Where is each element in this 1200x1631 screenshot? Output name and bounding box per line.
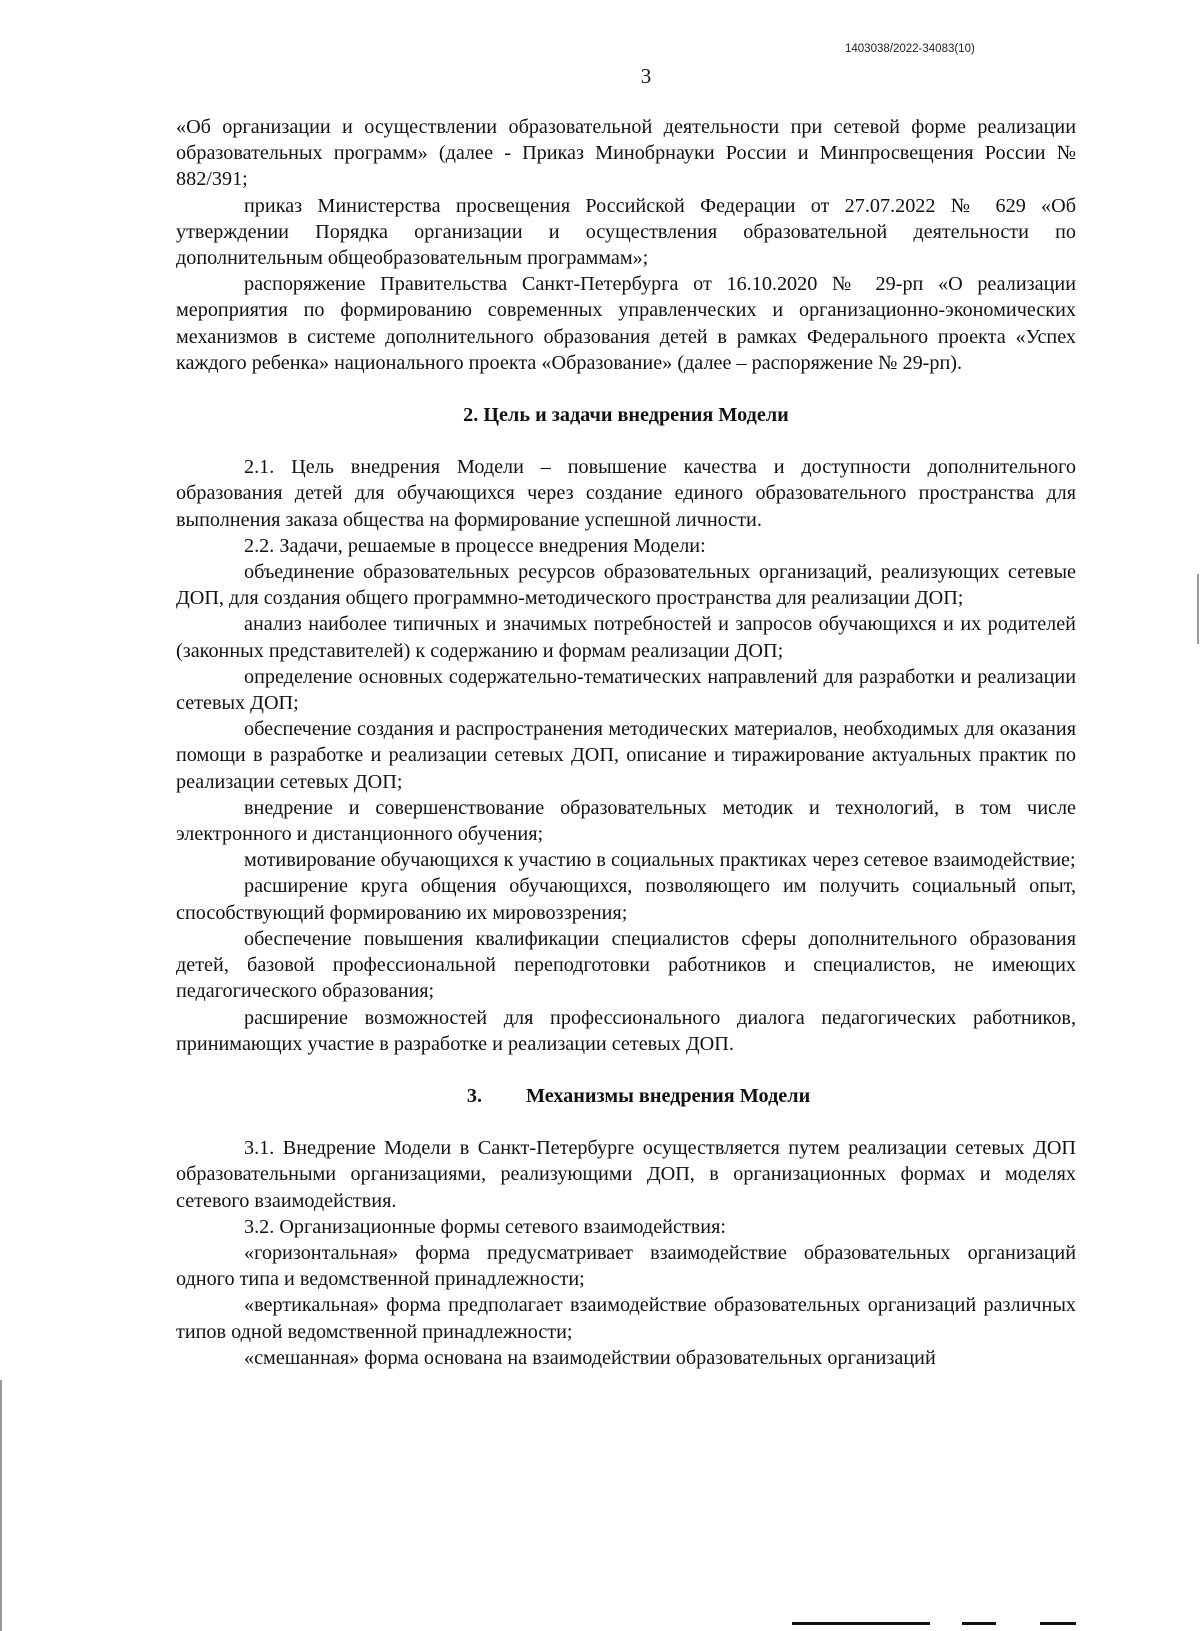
paragraph: 3.1. Внедрение Модели в Санкт-Петербурге осуществляется путем реализации сетевых ДОП образовательными организациями, реализующими ДОП, в организационных формах и моделях сетевого взаимодействия. — [176, 1137, 1076, 1212]
paragraph: «вертикальная» форма предполагает взаимодействие образовательных организаций различных типов одной ведомственной принадлежности; — [176, 1294, 1076, 1343]
paragraph: расширение круга общения обучающихся, позволяющего им получить социальный опыт, способствующий формированию их мировоззрения; — [176, 875, 1076, 924]
section-heading — [176, 1083, 1076, 1109]
paragraph: обеспечение повышения квалификации специалистов сферы дополнительного образования детей, базовой профессиональной переподготовки работников и специалистов, не имеющих педагогического образования; — [176, 927, 1076, 1003]
paragraph: внедрение и совершенствование образовательных методик и технологий, в том числе электронного и дистанционного обучения; — [176, 796, 1076, 846]
scan-edge-mark — [1197, 574, 1199, 644]
document-body — [176, 114, 1076, 1371]
scan-line-mark — [962, 1622, 996, 1625]
paragraph: объединение образовательных ресурсов образовательных организаций, реализующих сетевые ДОП, для создания общего программно-методического пространства для реализации ДОП; — [176, 561, 1076, 610]
scan-line-mark — [792, 1622, 930, 1625]
paragraph: 2.1. Цель внедрения Модели – повышение качества и доступности дополнительного образования детей для обучающихся через создание единого образовательного пространства для выполнения заказа общества на формирование успешной личности. — [176, 456, 1076, 531]
paragraph: приказ Министерства просвещения Российской Федерации от 27.07.2022 № 629 «Об утверждении Порядка организации и осуществления образовательной деятельности по дополнительным общеобразовательным программам»; — [176, 194, 1076, 270]
paragraph: «смешанная» форма основана на взаимодействии образовательных организаций — [244, 1346, 936, 1369]
paragraph: «Об организации и осуществлении образовательной деятельности при сетевой форме реализации образовательных программ» (далее - Приказ Минобрнауки России и Минпросвещения России № 882/391; — [176, 116, 1076, 191]
paragraph: 3.2. Организационные формы сетевого взаимодействия: — [244, 1215, 726, 1238]
paragraph: «горизонтальная» форма предусматривает взаимодействие образовательных организаций одного типа и ведомственной принадлежности; — [176, 1241, 1076, 1291]
paragraph: обеспечение создания и распространения методических материалов, необходимых для оказания помощи в разработке и реализации сетевых ДОП, описание и тиражирование актуальных практик по реализации сетевых ДОП; — [176, 718, 1076, 793]
paragraph: мотивирование обучающихся к участию в социальных практиках через сетевое взаимодействие; — [244, 849, 1076, 872]
document-number: 1403038/2022-34083(10) — [845, 43, 975, 55]
scan-line-mark — [1040, 1622, 1076, 1625]
paragraph: 2.2. Задачи, решаемые в процессе внедрения Модели: — [244, 534, 706, 557]
paragraph: анализ наиболее типичных и значимых потребностей и запросов обучающихся и их родителей (законных представителей) к содержанию и формам реализации ДОП; — [176, 613, 1076, 662]
paragraph: расширение возможностей для профессионального диалога педагогических работников, принимающих участие в разработке и реализации сетевых ДОП. — [176, 1006, 1076, 1055]
paragraph: распоряжение Правительства Санкт-Петербурга от 16.10.2020 № 29-рп «О реализации мероприятия по формированию современных управленческих и организационно-экономических механизмов в системе дополнительного образования детей в рамках Федерального проекта «Успех каждого ребенка» национального проекта «Образование» (далее – распоряжение № 29-рп). — [176, 273, 1076, 374]
page-number: 3 — [640, 64, 652, 88]
section-heading-number: 3. — [466, 1084, 482, 1107]
scan-edge-mark — [0, 1380, 2, 1631]
paragraph: определение основных содержательно-тематических направлений для разработки и реализации сетевых ДОП; — [176, 665, 1076, 715]
section-heading: 2. Цель и задачи внедрения Модели — [463, 404, 789, 427]
section-heading-text: Механизмы внедрения Модели — [526, 1084, 811, 1107]
